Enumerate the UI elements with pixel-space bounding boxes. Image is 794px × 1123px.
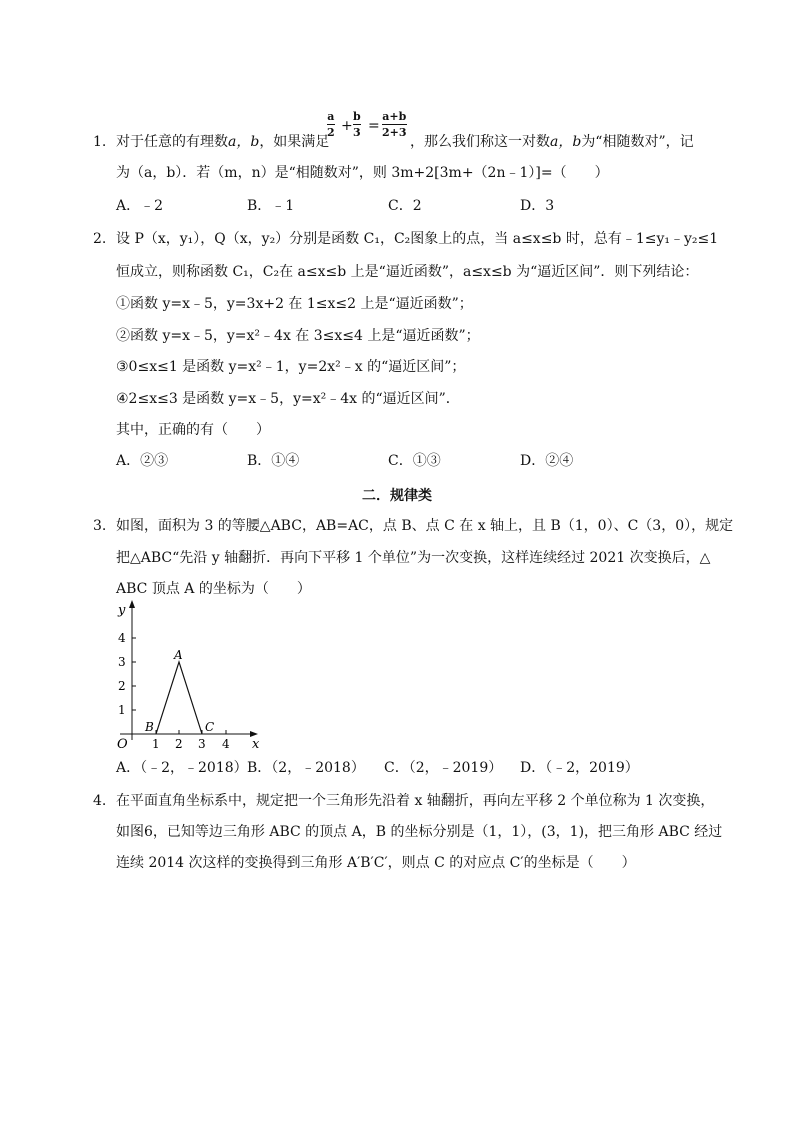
q3-option-d[interactable]: D．（﹣2，2019）	[520, 760, 639, 776]
q1-stem-start: 对于任意的有理数a，b，如果满足	[116, 134, 330, 150]
q2-ask: 其中，正确的有（ ）	[116, 422, 270, 438]
y-axis-label: y	[118, 603, 126, 618]
x-axis-label: x	[252, 737, 260, 752]
q1-number: 1.	[93, 134, 107, 150]
q2-statement-4: ④2≤x≤3 是函数 y=x﹣5，y=x²﹣4x 的“逼近区间”．	[116, 391, 460, 407]
q2-option-a[interactable]: A．②③	[116, 453, 169, 469]
x-tick-label-3: 3	[198, 737, 206, 751]
q1-option-d[interactable]: D．3	[520, 198, 555, 214]
q2-statement-1: ①函数 y=x﹣5，y=3x+2 在 1≤x≤2 上是“逼近函数”；	[116, 296, 473, 312]
q2-option-d[interactable]: D．②④	[520, 453, 574, 469]
point-c-label: C	[205, 720, 215, 734]
q1-option-c[interactable]: C．2	[388, 198, 422, 214]
q2-statement-2: ②函数 y=x﹣5，y=x²﹣4x 在 3≤x≤4 上是“逼近函数”；	[116, 328, 480, 344]
q2-line-1: 设 P（x，y₁），Q（x，y₂）分别是函数 C₁，C₂图象上的点，当 a≤x≤b 时，总有﹣1≤y₁﹣y₂≤1	[116, 231, 719, 247]
x-tick-label-4: 4	[222, 737, 230, 751]
q2-option-b[interactable]: B．①④	[247, 453, 300, 469]
q1-fraction-b-3: b 3	[353, 110, 361, 139]
q3-option-c[interactable]: C．（2，﹣2019）	[384, 760, 503, 776]
q2-statement-3: ③0≤x≤1 是函数 y=x²﹣1，y=2x²﹣x 的“逼近区间”；	[116, 359, 466, 375]
q4-number: 4.	[93, 793, 107, 809]
q1-option-a[interactable]: A．﹣2	[116, 198, 164, 214]
q3-number: 3.	[93, 518, 107, 534]
x-tick-label-2: 2	[175, 737, 183, 751]
q2-line-2: 恒成立，则称函数 C₁，C₂在 a≤x≤b 上是“逼近函数”，a≤x≤b 为“逼近区间”．则下列结论：	[116, 264, 699, 280]
q1-line-2: 为（a，b）．若（m，n）是“相随数对”，则 3m+2[3m+（2n﹣1）]=（ ）	[116, 165, 609, 181]
triangle-abc	[156, 662, 202, 734]
y-tick-label-3: 3	[118, 655, 126, 669]
q1-fraction-a-2: a 2	[327, 110, 335, 139]
q3-coordinate-figure	[108, 598, 268, 754]
x-tick-label-1: 1	[152, 737, 160, 751]
q1-equals: =	[368, 118, 380, 134]
q4-line-1: 在平面直角坐标系中，规定把一个三角形先沿着 x 轴翻折，再向左平移 2 个单位称为 1 次变换，	[116, 793, 715, 809]
q1-option-b[interactable]: B．﹣1	[247, 198, 295, 214]
q3-line-2: 把△ABC“先沿 y 轴翻折．再向下平移 1 个单位”为一次变换，这样连续经过 2021 次变换后，△	[116, 550, 711, 566]
q4-line-2: 如图6，已知等边三角形 ABC 的顶点 A，B 的坐标分别是（1，1），(3，1)，把三角形 ABC 经过	[116, 824, 723, 840]
y-tick-label-2: 2	[118, 679, 126, 693]
q1-stem-end: ，那么我们称这一对数a，b为“相随数对”，记	[410, 134, 694, 150]
q1-plus: +	[341, 118, 353, 134]
y-tick-label-1: 1	[118, 703, 126, 717]
q1-fraction-sum: a+b 2+3	[382, 110, 407, 139]
point-a-label: A	[174, 648, 183, 662]
q3-option-a[interactable]: A．（﹣2，﹣2018）	[116, 760, 248, 776]
q2-number: 2.	[93, 231, 107, 247]
q3-option-b[interactable]: B．（2，﹣2018）	[247, 760, 365, 776]
q2-option-c[interactable]: C．①③	[388, 453, 441, 469]
q1-vars: a，b	[228, 134, 260, 150]
q3-line-1: 如图，面积为 3 的等腰△ABC，AB=AC，点 B、点 C 在 x 轴上，且 B（1，0）、C（3，0），规定	[116, 518, 734, 534]
point-b-label: B	[145, 720, 154, 734]
origin-label: O	[117, 737, 128, 752]
y-axis-arrow	[129, 600, 135, 608]
y-tick-label-4: 4	[118, 631, 126, 645]
q4-line-3: 连续 2014 次这样的变换得到三角形 A′B′C′，则点 C 的对应点 C′的坐标是（ ）	[116, 855, 636, 871]
q3-line-3: ABC 顶点 A 的坐标为（ ）	[116, 581, 311, 597]
section-title: 二．规律类	[362, 488, 432, 504]
